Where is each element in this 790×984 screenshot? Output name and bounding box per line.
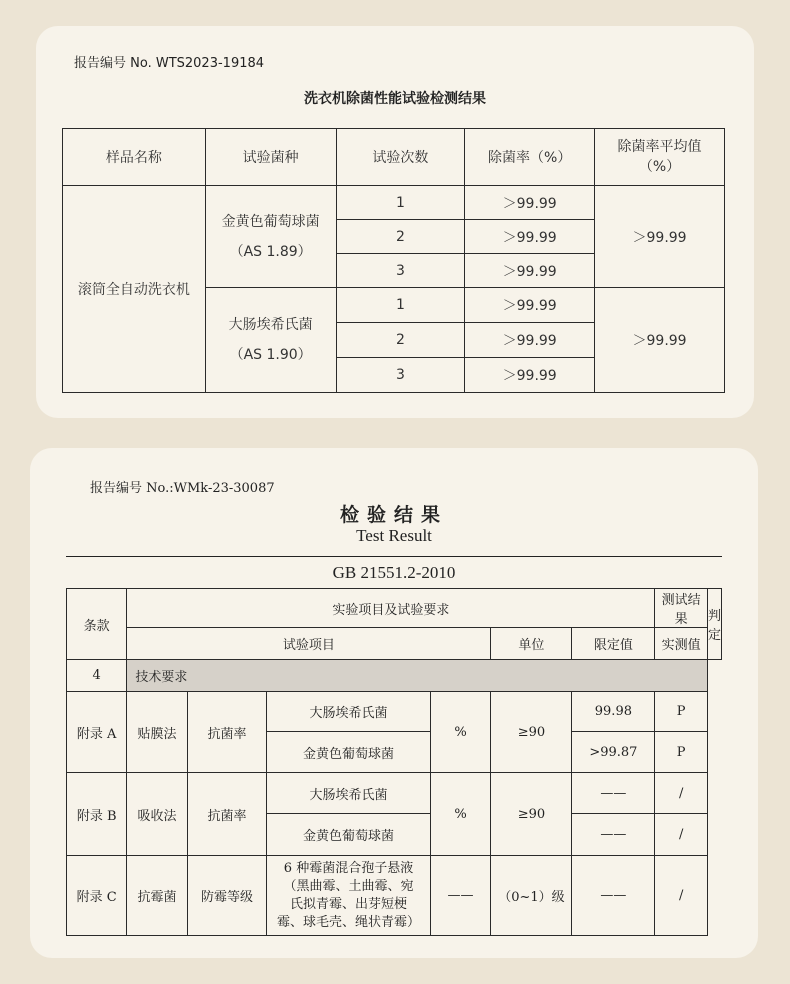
strain-code: （AS 1.89） — [229, 243, 312, 260]
measured-value: >99.87 — [572, 732, 655, 773]
section-name: 技术要求 — [127, 660, 708, 692]
table-header-row — [63, 129, 725, 186]
trial-number: 3 — [336, 254, 465, 288]
report-title-en: Test Result — [356, 526, 432, 545]
clause: 附录 A — [67, 692, 127, 773]
report-card-2 — [30, 448, 758, 958]
header-test-item: 试验项目 — [127, 628, 491, 660]
table-row — [67, 773, 722, 814]
header-measured: 实测值 — [655, 628, 708, 660]
trial-number: 1 — [336, 186, 465, 220]
judgement: P — [655, 732, 708, 773]
divider — [66, 556, 722, 557]
rate-value: ＞99.99 — [465, 254, 595, 288]
property: 抗菌率 — [187, 773, 267, 856]
unit: —— — [430, 856, 491, 936]
test-result-table — [66, 588, 722, 936]
section-clause: 4 — [67, 660, 127, 692]
average-value: ＞99.99 — [595, 186, 725, 288]
rate-value: ＞99.99 — [465, 288, 595, 323]
standard-number: GB 21551.2-2010 — [332, 563, 456, 582]
average-value: ＞99.99 — [595, 288, 725, 393]
header-sample: 样品名称 — [63, 129, 206, 186]
header-judgement: 判定 — [707, 589, 721, 660]
judgement: / — [655, 814, 708, 856]
header-clause: 条款 — [67, 589, 127, 660]
mold-desc-line: 霉、球毛壳、绳状青霉） — [277, 914, 421, 930]
table-header-row — [67, 628, 722, 660]
limit: ≥90 — [491, 773, 572, 856]
strain-cell — [205, 288, 336, 393]
table-row — [67, 856, 722, 936]
measured-value: —— — [572, 814, 655, 856]
mold-desc-line: 6 种霉菌混合孢子悬液 — [283, 860, 414, 876]
rate-value: ＞99.99 — [465, 323, 595, 358]
header-items-requirements: 实验项目及试验要求 — [127, 589, 655, 628]
header-unit: 单位 — [491, 628, 572, 660]
rate-value: ＞99.99 — [465, 358, 595, 393]
unit: % — [430, 692, 491, 773]
mold-description — [267, 856, 430, 936]
antibacterial-test-table — [62, 128, 725, 393]
table-row — [63, 186, 725, 220]
mold-desc-line: （黑曲霉、土曲霉、宛 — [283, 878, 414, 894]
property: 防霉等级 — [187, 856, 267, 936]
trial-number: 1 — [336, 288, 465, 323]
measured-value: 99.98 — [572, 692, 655, 732]
header-rate: 除菌率（%） — [465, 129, 595, 186]
strain-code: （AS 1.90） — [229, 347, 312, 363]
report-title-cn: 检验结果 — [339, 504, 448, 526]
limit: （0~1）级 — [491, 856, 572, 936]
mold-desc-line: 氏拟青霉、出芽短梗 — [290, 896, 408, 912]
table-row — [67, 692, 722, 732]
header-test-result: 测试结果 — [655, 589, 708, 628]
trial-number: 2 — [336, 220, 465, 254]
section-row — [67, 660, 722, 692]
strain: 金黄色葡萄球菌 — [267, 732, 430, 773]
method: 抗霉菌 — [127, 856, 187, 936]
trial-number: 3 — [336, 358, 465, 393]
clause: 附录 C — [67, 856, 127, 936]
header-trials: 试验次数 — [336, 129, 465, 186]
strain-cell — [205, 186, 336, 288]
table-header-row — [67, 589, 722, 628]
rate-value: ＞99.99 — [465, 186, 595, 220]
strain-name: 金黄色葡萄球菌 — [221, 213, 320, 230]
judgement: / — [655, 856, 708, 936]
measured-value: —— — [572, 773, 655, 814]
strain-name: 大肠埃希氏菌 — [228, 317, 313, 333]
unit: % — [430, 773, 491, 856]
judgement: P — [655, 692, 708, 732]
header-limit: 限定值 — [572, 628, 655, 660]
judgement: / — [655, 773, 708, 814]
trial-number: 2 — [336, 323, 465, 358]
strain: 大肠埃希氏菌 — [267, 773, 430, 814]
method: 吸收法 — [127, 773, 187, 856]
header-strain: 试验菌种 — [205, 129, 336, 186]
measured-value: —— — [572, 856, 655, 936]
header-average: 除菌率平均值（%） — [595, 129, 725, 186]
report-number-2: 报告编号 No.:WMk-23-30087 — [90, 481, 275, 496]
report-card-1 — [36, 26, 754, 418]
clause: 附录 B — [67, 773, 127, 856]
sample-name: 滚筒全自动洗衣机 — [63, 186, 206, 393]
report-number-1: 报告编号 No. WTS2023-19184 — [74, 56, 265, 71]
rate-value: ＞99.99 — [465, 220, 595, 254]
limit: ≥90 — [491, 692, 572, 773]
strain: 金黄色葡萄球菌 — [267, 814, 430, 856]
property: 抗菌率 — [187, 692, 267, 773]
method: 贴膜法 — [127, 692, 187, 773]
strain: 大肠埃希氏菌 — [267, 692, 430, 732]
report-title-1: 洗衣机除菌性能试验检测结果 — [304, 91, 486, 107]
